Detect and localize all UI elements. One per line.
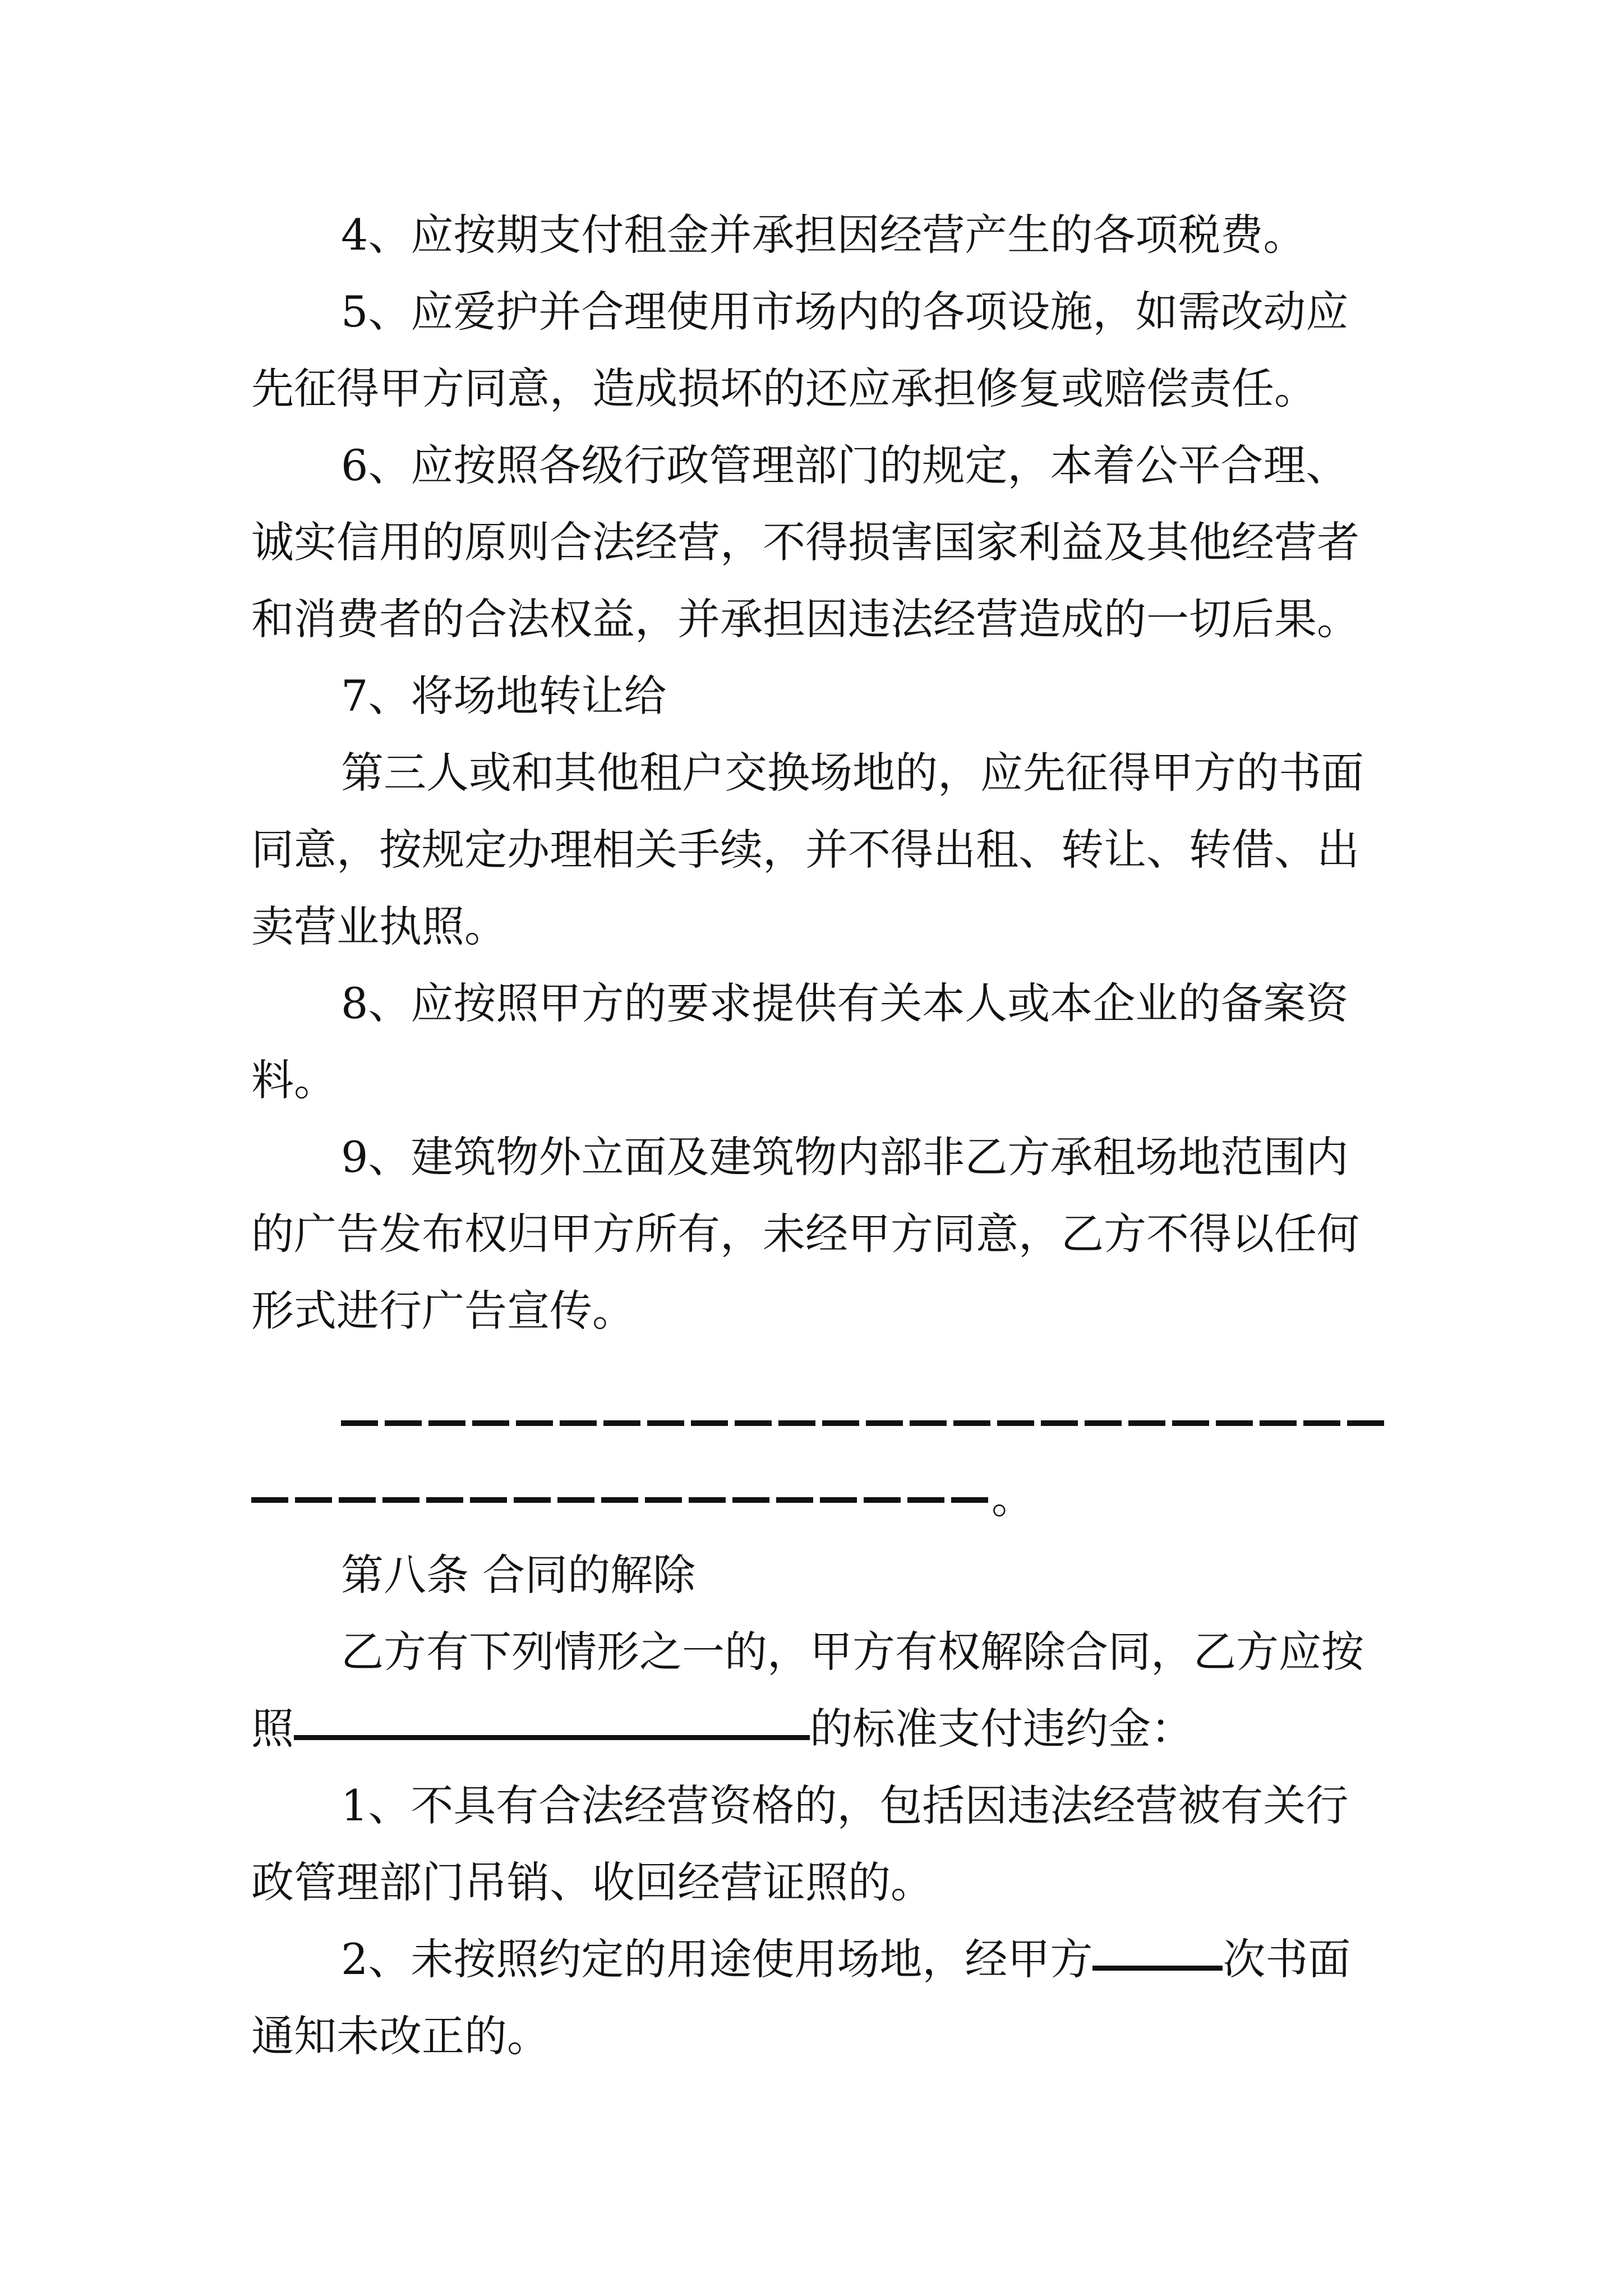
clause-item-5-line1: 5、应爱护并合理使用市场内的各项设施，如需改动应 [341, 287, 1349, 337]
article-8-item-2-prefix: 2、未按照约定的用途使用场地，经甲方 [341, 1934, 1093, 1984]
notice-count-blank [1092, 1966, 1223, 1971]
clause-item-9-line1: 9、建筑物外立面及建筑物内部非乙方承租场地范围内 [341, 1132, 1349, 1182]
fill-blank-line-2 [251, 1460, 1384, 1536]
fill-blank-period: 。 [992, 1473, 1034, 1523]
penalty-standard-blank [294, 1735, 810, 1740]
article-8-item-2-line2: 通知未改正的。 [251, 2011, 550, 2061]
clause-item-8-line1: 8、应按照甲方的要求提供有关本人或本企业的备案资 [341, 978, 1349, 1028]
clause-item-7-line4: 卖营业执照。 [251, 901, 507, 951]
clause-item-9-line2: 的广告发布权归甲方所有，未经甲方同意，乙方不得以任何 [251, 1209, 1359, 1259]
clause-item-7-line3: 同意，按规定办理相关手续，并不得出租、转让、转借、出 [251, 825, 1359, 875]
document-page [251, 196, 1384, 2074]
article-8-intro-suffix: 的标准支付违约金： [810, 1704, 1193, 1754]
article-8-intro-line2 [251, 1690, 1384, 1767]
article-8-item-2-line1 [251, 1921, 1384, 1998]
article-8-item-1-line2: 政管理部门吊销、收回经营证照的。 [251, 1857, 933, 1907]
clause-item-9-line3: 形式进行广告宣传。 [251, 1286, 635, 1336]
article-8-item-2-suffix: 次书面 [1223, 1934, 1351, 1984]
clause-item-7-line2: 第三人或和其他租户交换场地的，应先征得甲方的书面 [341, 748, 1364, 798]
article-8-intro-prefix: 照 [251, 1704, 294, 1754]
clause-item-8-line2: 料。 [251, 1055, 336, 1105]
fill-blank-line-1 [251, 1383, 1384, 1460]
fill-blank-dashes [341, 1420, 1384, 1426]
clause-item-6-line1: 6、应按照各级行政管理部门的规定，本着公平合理、 [341, 440, 1349, 490]
clause-item-6-line3: 和消费者的合法权益，并承担因违法经营造成的一切后果。 [251, 594, 1359, 644]
clause-item-6-line2: 诚实信用的原则合法经营，不得损害国家利益及其他经营者 [251, 517, 1359, 567]
fill-blank-dashes [251, 1497, 992, 1503]
article-8-heading: 第八条 合同的解除 [341, 1550, 696, 1600]
clause-item-7-line1: 7、将场地转让给 [341, 671, 667, 721]
clause-item-4: 4、应按期支付租金并承担因经营产生的各项税费。 [341, 210, 1306, 260]
clause-item-5-line2: 先征得甲方同意，造成损坏的还应承担修复或赔偿责任。 [251, 364, 1317, 413]
article-8-item-1-line1: 1、不具有合法经营资格的，包括因违法经营被有关行 [341, 1780, 1349, 1830]
article-8-intro-line1: 乙方有下列情形之一的，甲方有权解除合同，乙方应按 [341, 1627, 1364, 1677]
